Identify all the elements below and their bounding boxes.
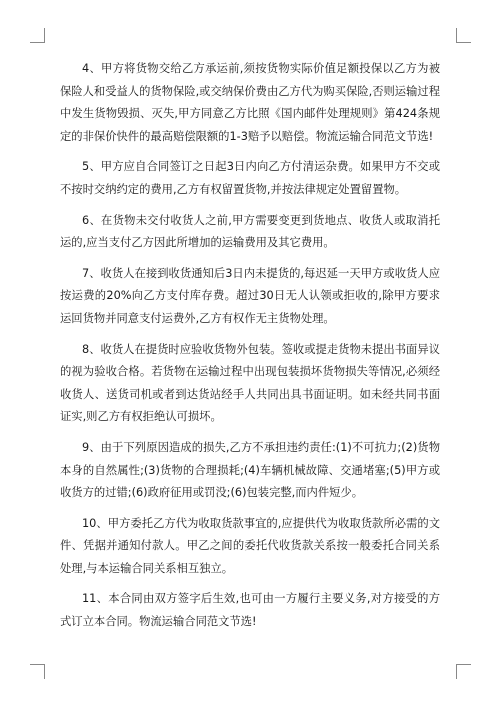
crop-mark-top-right <box>456 28 471 43</box>
clause-5: 5、甲方应自合同签订之日起3日内向乙方付清运杂费。如果甲方不交或不按时交纳约定的费用,乙方有权留置货物,并按法律规定处置留置物。 <box>60 160 440 196</box>
clause-11: 11、本合同由双方签字后生效,也可由一方履行主要义务,对方接受的方式订立本合同。物流运输合同范文节选! <box>60 592 440 629</box>
crop-mark-bottom-left <box>30 664 45 679</box>
clause-6: 6、在货物未交付收货人之前,甲方需要变更到货地点、收货人或取消托运的,应当支付乙方因此所增加的运输费用及其它费用。 <box>60 213 440 250</box>
clause-9: 9、由于下列原因造成的损失,乙方不承担违约责任:(1)不可抗力;(2)货物本身的自然属性;(3)货物的合理损耗;(4)车辆机械故障、交通堵塞;(5)甲方或收货方的过错;(6)政府征用或罚没;(6)包装完整,而内件短少。 <box>60 440 440 500</box>
clause-7: 7、收货人在接到收货通知后3日内未提货的,每迟延一天甲方或收货人应按运费的20%向乙方支付库存费。超过30日无人认领或拒收的,除甲方要求运回货物并同意支付运费外,乙方有权作无主货物处理。 <box>60 266 440 325</box>
crop-mark-bottom-right <box>456 664 471 679</box>
clause-8: 8、收货人在提货时应验收货物外包装。签收或提走货物未提出书面异议的视为验收合格。若货物在运输过程中出现包装损坏货物损失等情况,必须经收货人、送货司机或者到达货站经手人共同出具书面证明。如未经共同书面证实,则乙方有权拒绝认可损坏。 <box>60 342 440 424</box>
clause-4: 4、甲方将货物交给乙方承运前,须按货物实际价值足额投保以乙方为被保险人和受益人的货物保险,或交纳保价费由乙方代为购买保险,否则运输过程中发生货物毁损、灭失,甲方同意乙方比照《国内邮件处理规则》第424条规定的非保价快件的最高赔偿限额的1-3赔予以赔偿。物流运输合同范文节选! <box>60 62 440 143</box>
clause-10: 10、甲方委托乙方代为收取货款事宜的,应提供代为收取货款所必需的文件、凭据并通知付款人。甲乙之间的委托代收货款关系按一般委托合同关系处理,与本运输合同关系相互独立。 <box>60 516 440 575</box>
crop-mark-top-left <box>30 28 45 43</box>
document-body <box>60 58 440 642</box>
